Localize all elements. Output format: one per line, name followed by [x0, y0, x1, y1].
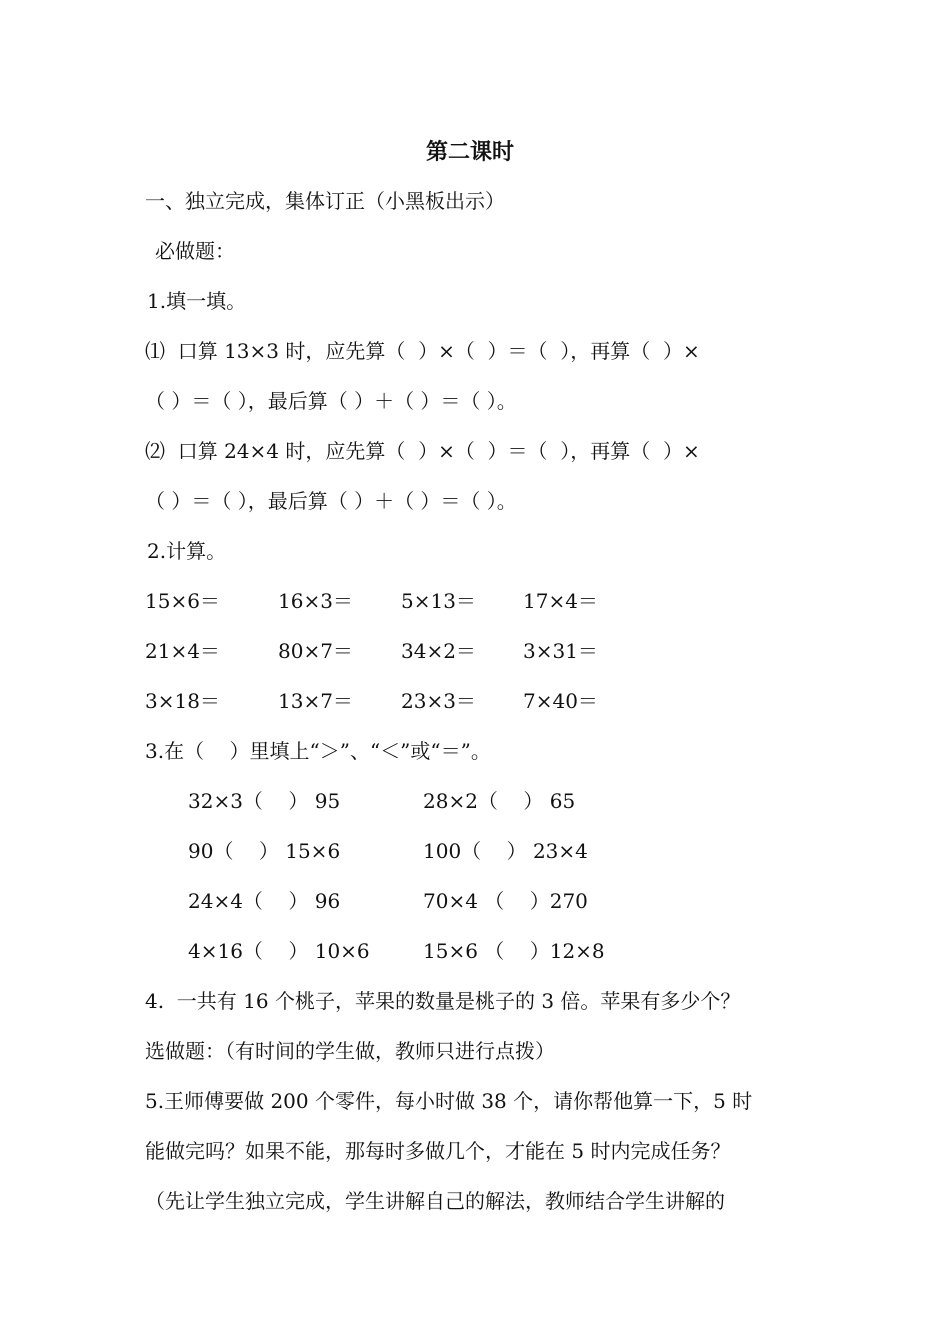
q3-label: 3.在（ ）里填上“＞”、“＜”或“＝”。	[145, 739, 491, 763]
optional-heading: 选做题：（有时间的学生做，教师只进行点拨）	[145, 1039, 555, 1063]
calc-item: 17×4＝	[523, 589, 598, 613]
calc-item: 15×6＝	[145, 589, 220, 613]
q1-p1-line2: （ ）＝（ ），最后算（ ）＋（ ）＝（ ）。	[145, 389, 517, 413]
q2-label: 2.计算。	[147, 539, 227, 563]
calc-item: 7×40＝	[523, 689, 598, 713]
compare-item: 4×16（ ） 10×6	[188, 939, 370, 963]
calc-item: 13×7＝	[278, 689, 353, 713]
required-heading: 必做题：	[155, 239, 235, 263]
compare-item: 32×3（ ） 95	[188, 789, 341, 813]
q4-text: 4. 一共有 16 个桃子，苹果的数量是桃子的 3 倍。苹果有多少个？	[145, 989, 741, 1013]
q5-line2: 能做完吗？如果不能，那每时多做几个，才能在 5 时内完成任务？	[145, 1139, 731, 1163]
q1-p1-line1: ⑴ 口算 13×3 时，应先算（ ）×（ ）＝（ ），再算（ ）×	[145, 339, 700, 363]
teacher-note: （先让学生独立完成，学生讲解自己的解法，教师结合学生讲解的	[145, 1189, 725, 1213]
compare-item: 90（ ） 15×6	[188, 839, 341, 863]
compare-item: 100（ ） 23×4	[423, 839, 588, 863]
page-title: 第二课时	[426, 139, 515, 165]
q1-p2-line2: （ ）＝（ ），最后算（ ）＋（ ）＝（ ）。	[145, 489, 517, 513]
compare-item: 70×4 （ ）270	[423, 889, 588, 913]
calc-item: 3×31＝	[523, 639, 598, 663]
compare-item: 28×2（ ） 65	[423, 789, 576, 813]
calc-item: 3×18＝	[145, 689, 220, 713]
calc-item: 80×7＝	[278, 639, 353, 663]
calc-item: 16×3＝	[278, 589, 353, 613]
compare-item: 24×4（ ） 96	[188, 889, 341, 913]
calc-item: 21×4＝	[145, 639, 220, 663]
calc-item: 23×3＝	[401, 689, 476, 713]
q1-label: 1.填一填。	[147, 289, 247, 313]
calc-item: 5×13＝	[401, 589, 476, 613]
calc-item: 34×2＝	[401, 639, 476, 663]
compare-item: 15×6 （ ）12×8	[423, 939, 605, 963]
q5-line1: 5.王师傅要做 200 个零件，每小时做 38 个，请你帮他算一下，5 时	[145, 1089, 753, 1113]
section-heading: 一、独立完成，集体订正（小黑板出示）	[145, 189, 505, 213]
q1-p2-line1: ⑵ 口算 24×4 时，应先算（ ）×（ ）＝（ ），再算（ ）×	[145, 439, 700, 463]
